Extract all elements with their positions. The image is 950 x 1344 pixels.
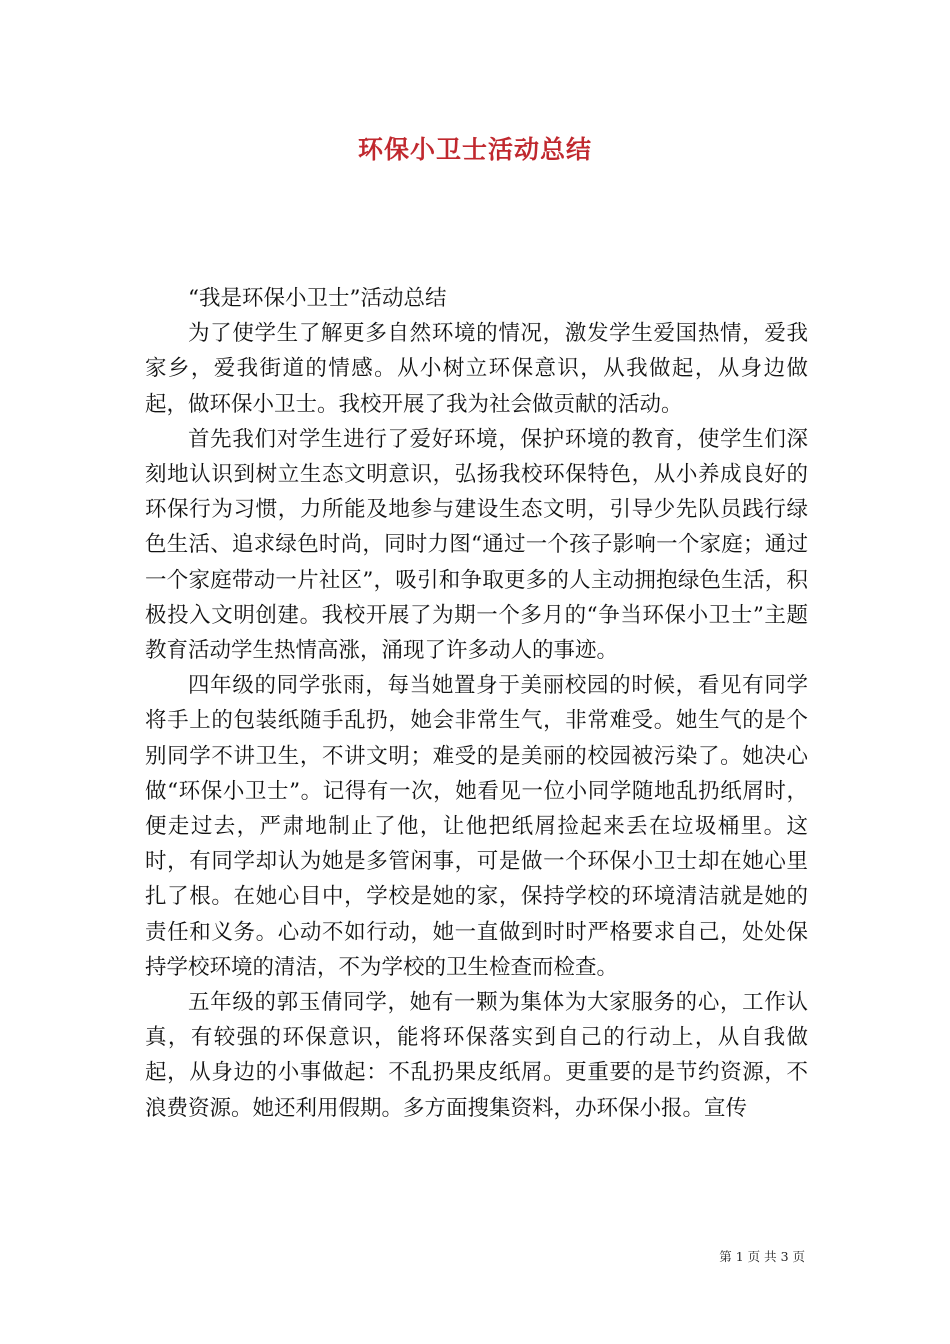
paragraph-zhang-yu: 四年级的同学张雨，每当她置身于美丽校园的时候，看见有同学将手上的包装纸随手乱扔，她会非常生气，非常难受。她生气的是个别同学不讲卫生，不讲文明；难受的是美丽的校园被污染了。她决心做“环保小卫士”。记得有一次，她看见一位小同学随地乱扔纸屑时，便走过去，严肃地制止了他，让他把纸屑捡起来丢在垃圾桶里。这时，有同学却认为她是多管闲事，可是做一个环保小卫士却在她心里扎了根。在她心目中，学校是她的家，保持学校的环境清洁就是她的责任和义务。心动不如行动，她一直做到时时严格要求自己，处处保持学校环境的清洁，不为学校的卫生检查而检查。 bbox=[145, 673, 808, 980]
paragraph-intro: 为了使学生了解更多自然环境的情况，激发学生爱国热情，爱我家乡，爱我街道的情感。从小树立环保意识，从我做起，从身边做起，做环保小卫士。我校开展了我为社会做贡献的活动。 bbox=[145, 321, 808, 417]
paragraph-subtitle: “我是环保小卫士”活动总结 bbox=[188, 286, 447, 311]
document-body bbox=[145, 281, 808, 1126]
document-title: 环保小卫士活动总结 bbox=[357, 135, 592, 164]
paragraph-education: 首先我们对学生进行了爱好环境，保护环境的教育，使学生们深刻地认识到树立生态文明意识，弘扬我校环保特色，从小养成良好的环保行为习惯，力所能及地参与建设生态文明，引导少先队员践行绿色生活、追求绿色时尚，同时力图“通过一个孩子影响一个家庭；通过一个家庭带动一片社区”，吸引和争取更多的人主动拥抱绿色生活，积极投入文明创建。我校开展了为期一个多月的“争当环保小卫士”主题教育活动学生热情高涨，涌现了许多动人的事迹。 bbox=[145, 426, 808, 664]
page-number-footer: 第 1 页 共 3 页 bbox=[719, 1249, 805, 1264]
paragraph-guo-yuqian: 五年级的郭玉倩同学，她有一颗为集体为大家服务的心，工作认真，有较强的环保意识，能将环保落实到自己的行动上，从自我做起，从身边的小事做起：不乱扔果皮纸屑。更重要的是节约资源，不浪费资源。她还利用假期。多方面搜集资料，办环保小报。宣传 bbox=[145, 990, 808, 1121]
